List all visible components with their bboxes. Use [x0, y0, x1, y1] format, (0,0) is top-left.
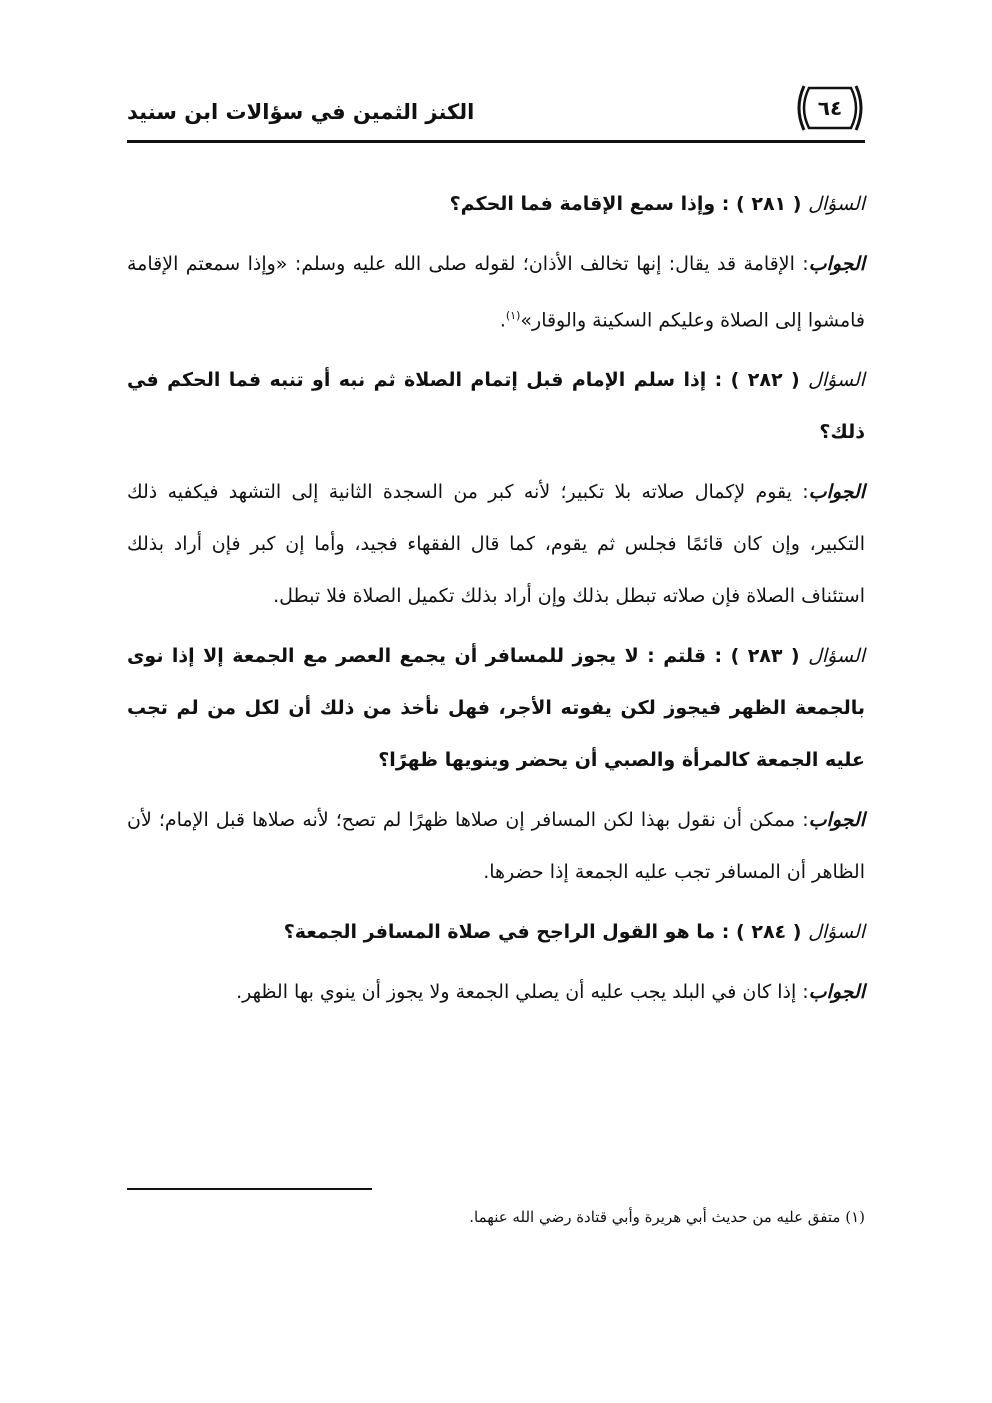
page-number: ٦٤: [817, 96, 843, 120]
answer-tail: .: [499, 309, 506, 332]
question-text: : إذا سلم الإمام قبل إتمام الصلاة ثم نبه أو تنبه فما الحكم في ذلك؟: [127, 369, 865, 444]
page-number-frame: [795, 82, 865, 134]
question-text: : ما هو القول الراجح في صلاة المسافر الجمعة؟: [283, 921, 730, 944]
question-text: : وإذا سمع الإقامة فما الحكم؟: [449, 193, 730, 215]
answer-label: الجواب: [808, 809, 865, 832]
answer-text: : ممكن أن نقول بهذا لكن المسافر إن صلاها ظهرًا لم تصح؛ لأنه صلاها قبل الإمام؛ لأن الظاهر أن المسافر تجب عليه الجمعة إذا حضرها.: [127, 809, 865, 884]
question-number: ( ٢٨٤ ): [736, 921, 802, 944]
question-number: ( ٢٨٢ ): [730, 369, 800, 392]
question-number: ( ٢٨٣ ): [730, 645, 800, 668]
question-281: [127, 178, 865, 230]
question-label: السؤال: [808, 193, 865, 215]
question-text: : قلتم : لا يجوز للمسافر أن يجمع العصر مع الجمعة إلا إذا نوى بالجمعة الظهر فيجوز لكن يفوته الأجر، فهل نأخذ من ذلك أن لكل من لم تجب عليه الجمعة كالمرأة والصبي أن يحضر وينويها ظهرًا؟: [127, 645, 865, 772]
answer-284: [127, 966, 865, 1018]
answer-label: الجواب: [808, 481, 865, 504]
answer-text: : الإقامة قد يقال: إنها تخالف الأذان؛ لقوله صلى الله عليه وسلم: «وإذا سمعتم الإقامة فامشوا إلى الصلاة وعليكم السكينة والوقار»: [127, 253, 865, 332]
book-title: الكنز الثمين في سؤالات ابن سنيد: [127, 100, 475, 124]
answer-283: [127, 794, 865, 898]
answer-282: [127, 466, 865, 622]
answer-text: : إذا كان في البلد يجب عليه أن يصلي الجمعة ولا يجوز أن ينوي بها الظهر.: [236, 981, 809, 1004]
footnote-ref: (١): [505, 309, 521, 322]
answer-text: : يقوم لإكمال صلاته بلا تكبير؛ لأنه كبر من السجدة الثانية إلى التشهد فيكفيه ذلك التكبير، وإن كان قائمًا فجلس ثم يقوم، كما قال الفقهاء فجيد، وأما إن كبر فإن أراد بذلك استئناف الصلاة فإن صلاته تبطل بذلك وإن أراد بذلك تكميل الصلاة فلا تبطل.: [127, 481, 865, 608]
footnote: (١) متفق عليه من حديث أبي هريرة وأبي قتادة رضي الله عنهما.: [469, 1208, 865, 1226]
footnote-divider: [127, 1188, 372, 1190]
question-number: ( ٢٨١ ): [736, 193, 802, 215]
question-label: السؤال: [808, 645, 865, 668]
question-282: [127, 354, 865, 458]
question-284: [127, 906, 865, 958]
question-label: السؤال: [808, 369, 865, 392]
answer-281: [127, 238, 865, 346]
question-label: السؤال: [808, 921, 865, 944]
question-283: [127, 630, 865, 786]
page-body: [127, 178, 865, 1026]
answer-label: الجواب: [808, 981, 865, 1004]
answer-label: الجواب: [808, 253, 865, 275]
page-header: [127, 80, 865, 143]
